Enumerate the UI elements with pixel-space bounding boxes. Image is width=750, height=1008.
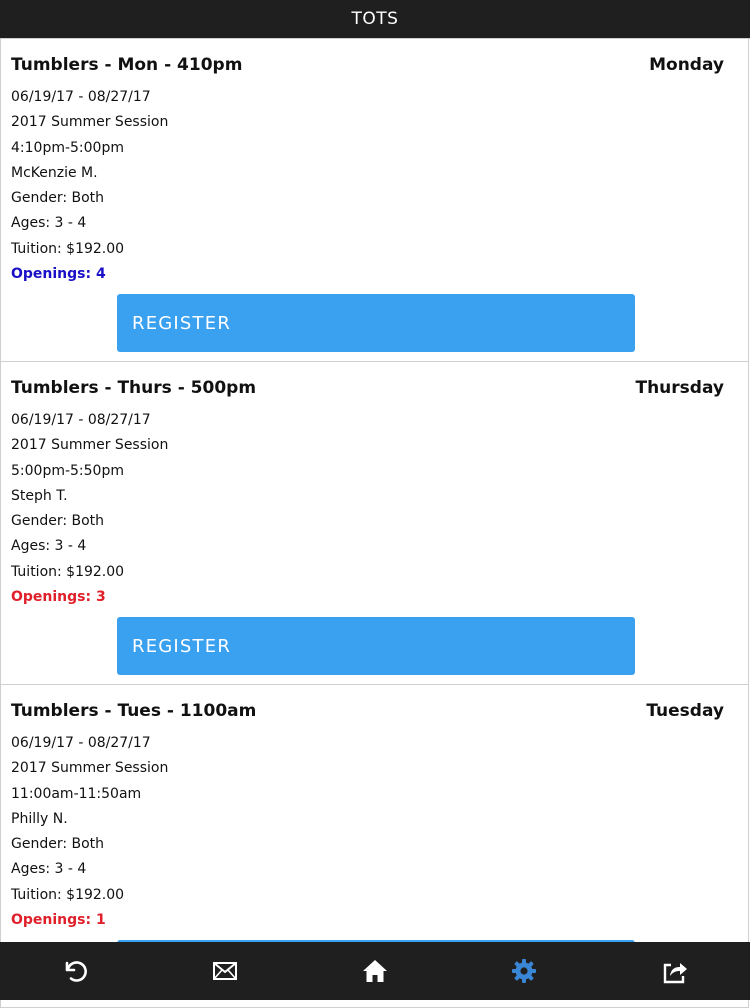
class-openings: Openings: 4 xyxy=(11,266,106,283)
class-ages: Ages: 3 - 4 xyxy=(11,861,87,878)
class-day: Tuesday xyxy=(646,701,724,721)
class-card xyxy=(0,39,749,362)
undo-icon[interactable] xyxy=(60,956,90,986)
class-gender: Gender: Both xyxy=(11,513,105,530)
class-session: 2017 Summer Session xyxy=(11,114,169,131)
home-icon[interactable] xyxy=(360,956,390,986)
class-instructor: Philly N. xyxy=(11,810,68,827)
class-dates: 06/19/17 - 08/27/17 xyxy=(11,412,151,428)
bottom-nav-bar xyxy=(0,942,750,1000)
class-title: Tumblers - Thurs - 500pm xyxy=(11,378,257,398)
class-dates: 06/19/17 - 08/27/17 xyxy=(11,735,151,751)
class-time: 11:00am-11:50am xyxy=(11,785,142,802)
class-gender: Gender: Both xyxy=(11,836,105,853)
class-time: 5:00pm-5:50pm xyxy=(11,462,124,479)
class-tuition: Tuition: $192.00 xyxy=(11,886,125,903)
gear-icon[interactable] xyxy=(509,956,539,986)
class-gender: Gender: Both xyxy=(11,190,105,207)
class-title: Tumblers - Tues - 1100am xyxy=(11,701,257,721)
register-button[interactable]: REGISTER xyxy=(117,294,635,352)
class-openings: Openings: 3 xyxy=(11,589,106,606)
class-instructor: Steph T. xyxy=(11,487,68,504)
class-list[interactable] xyxy=(0,38,750,942)
class-session: 2017 Summer Session xyxy=(11,760,169,777)
class-details xyxy=(11,408,168,610)
class-tuition: Tuition: $192.00 xyxy=(11,563,125,580)
page-title: TOTS xyxy=(351,9,399,29)
class-details xyxy=(11,731,168,933)
class-instructor: McKenzie M. xyxy=(11,164,98,181)
class-title: Tumblers - Mon - 410pm xyxy=(11,55,243,75)
class-tuition: Tuition: $192.00 xyxy=(11,240,125,257)
share-icon[interactable] xyxy=(660,956,690,986)
title-bar xyxy=(0,0,750,38)
class-time: 4:10pm-5:00pm xyxy=(11,139,124,156)
class-day: Monday xyxy=(649,55,724,75)
class-session: 2017 Summer Session xyxy=(11,437,169,454)
class-openings: Openings: 1 xyxy=(11,912,106,929)
register-button[interactable]: REGISTER xyxy=(117,617,635,675)
class-card xyxy=(0,362,749,685)
mail-icon[interactable] xyxy=(210,956,240,986)
class-day: Thursday xyxy=(635,378,724,398)
class-details xyxy=(11,85,168,287)
class-dates: 06/19/17 - 08/27/17 xyxy=(11,89,151,105)
class-ages: Ages: 3 - 4 xyxy=(11,538,87,555)
class-ages: Ages: 3 - 4 xyxy=(11,215,87,232)
